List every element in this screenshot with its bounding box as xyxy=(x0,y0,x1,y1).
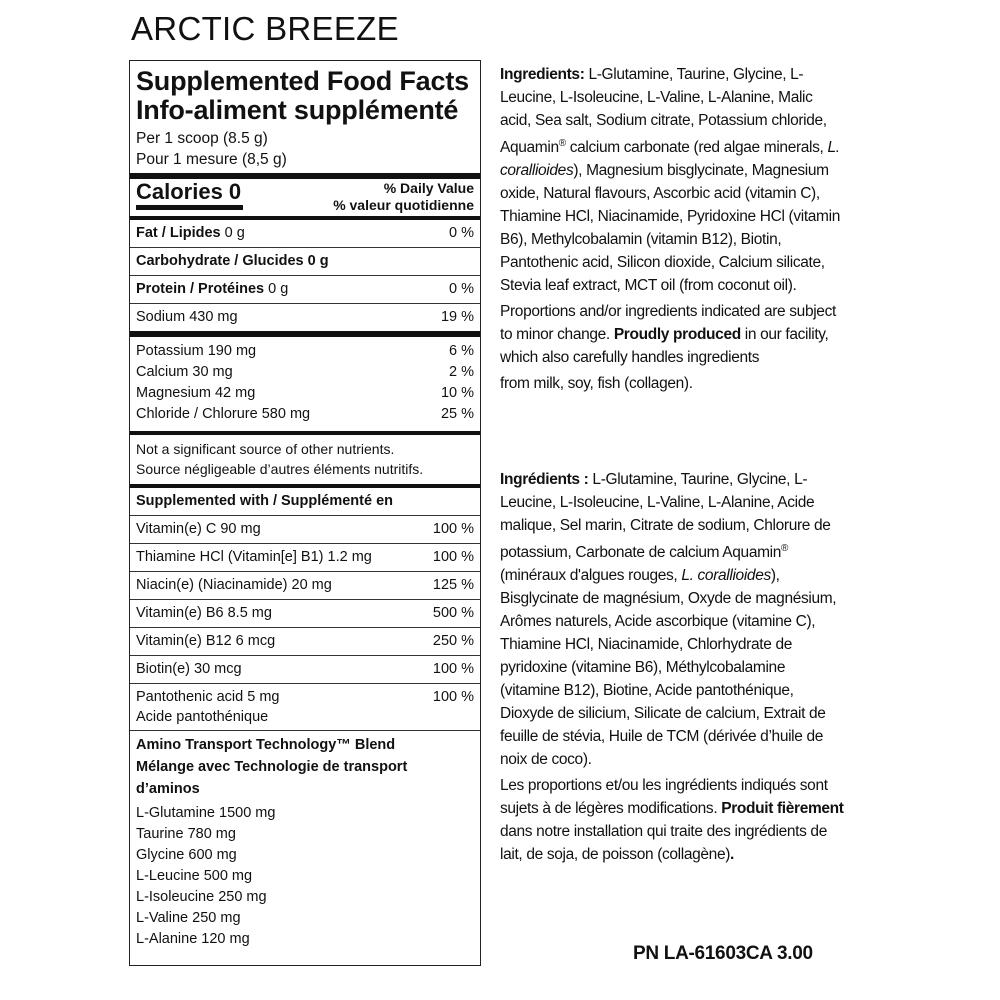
list-item: Chloride / Chlorure 580 mg 25 % xyxy=(136,406,474,422)
proportions-note-en: Proportions and/or ingredients indicated are subject to minor change. Proudly produced in our facility, which also carefully handles ingredients xyxy=(500,303,836,367)
facts-title-en: Supplemented Food Facts xyxy=(136,66,469,96)
list-item: Potassium 190 mg 6 % xyxy=(136,343,474,359)
supplemented-food-facts-panel xyxy=(129,60,481,966)
ingredients-fr xyxy=(500,468,845,869)
list-item: L-Glutamine 1500 mg xyxy=(136,805,276,821)
daily-value-header: % Daily Value % valeur quotidienne xyxy=(333,180,474,213)
minerals-block xyxy=(136,337,474,431)
calories-row xyxy=(136,179,474,216)
sodium-row: Sodium 430 mg 19 % xyxy=(136,309,474,325)
table-row: Biotin(e) 30 mcg 100 % xyxy=(136,661,474,677)
ingredients-en xyxy=(500,63,845,398)
serving-size-fr: Pour 1 mesure (8,5 g) xyxy=(136,151,287,168)
supplemented-with-header: Supplemented with / Supplémenté en xyxy=(136,493,393,509)
list-item: L-Isoleucine 250 mg xyxy=(136,889,267,905)
proportions-note-fr: Les proportions et/ou les ingrédients indiqués sont sujets à de légères modifications. Produit fièrement dans notre installation qui traite des ingrédients de lait, de soja, de poisson (collagène). xyxy=(500,777,844,864)
list-item: L-Leucine 500 mg xyxy=(136,868,253,884)
list-item: L-Valine 250 mg xyxy=(136,910,241,926)
list-item: Magnesium 42 mg 10 % xyxy=(136,385,474,401)
blend-list xyxy=(136,803,474,950)
table-row: Niacin(e) (Niacinamide) 20 mg 125 % xyxy=(136,577,474,593)
carbohydrate-row: Carbohydrate / Glucides 0 g xyxy=(136,253,329,269)
table-row: Thiamine HCl (Vitamin[e] B1) 1.2 mg 100 % xyxy=(136,549,474,565)
blend-header-fr: Mélange avec Technologie de transport d’aminos xyxy=(136,759,408,797)
nutrient-note: Not a significant source of other nutrients. Source négligeable d’autres éléments nutritifs. xyxy=(136,441,424,477)
serving-size-en: Per 1 scoop (8.5 g) xyxy=(136,130,268,147)
pantothenic-row: Pantothenic acid 5 mg Acide pantothénique 100 % xyxy=(136,689,474,725)
fat-row: Fat / Lipides 0 g 0 % xyxy=(136,225,474,241)
calories-underline xyxy=(136,205,243,210)
flavor-name: ARCTIC BREEZE xyxy=(131,10,399,47)
facts-title-fr: Info-aliment supplémenté xyxy=(136,95,459,125)
table-row: Vitamin(e) C 90 mg 100 % xyxy=(136,521,474,537)
part-number: PN LA-61603CA 3.00 xyxy=(633,943,813,964)
list-item: L-Alanine 120 mg xyxy=(136,931,250,947)
ingredients-list-fr: Ingrédients : L-Glutamine, Taurine, Glycine, L-Leucine, L-Isoleucine, L-Valine, L-Alanine, Acide malique, Sel marin, Citrate de sodium, Chlorure de potassium, Carbonate de calcium Aquamin® (minéraux d'algues rouges, L. corallioides), Bisglycinate de magnésium, Oxyde de magnésium, Arômes naturels, Acide ascorbique (vitamine C), Thiamine HCl, Niacinamide, Chlorhydrate de pyridoxine (vitamine B6), Méthylcobalamine (vitamine B12), Biotine, Acide pantothénique, Dioxyde de silicium, Silicate de calcium, Extrait de feuille de stévia, Huile de TCM (dérivée d’huile de noix de coco). xyxy=(500,471,837,769)
table-row: Vitamin(e) B6 8.5 mg 500 % xyxy=(136,605,474,621)
list-item: Glycine 600 mg xyxy=(136,847,237,863)
calories-label: Calories 0 xyxy=(136,179,241,205)
blend-header-en: Amino Transport Technology™ Blend xyxy=(136,737,396,753)
protein-row: Protein / Protéines 0 g 0 % xyxy=(136,281,474,297)
list-item: Calcium 30 mg 2 % xyxy=(136,364,474,380)
list-item: Taurine 780 mg xyxy=(136,826,236,842)
ingredients-list-en: Ingredients: L-Glutamine, Taurine, Glycine, L-Leucine, L-Isoleucine, L-Valine, L-Alanine, Malic acid, Sea salt, Sodium citrate, Potassium chloride, Aquamin® calcium carbonate (red algae minerals, L. corallioides), Magnesium bisglycinate, Magnesium oxide, Natural flavours, Ascorbic acid (vitamin C), Thiamine HCl, Niacinamide, Pyridoxine HCl (vitamin B6), Methylcobalamin (vitamin B12), Biotin, Pantothenic acid, Silicon dioxide, Calcium silicate, Stevia leaf extract, MCT oil (from coconut oil). xyxy=(500,66,840,295)
allergen-note-en: from milk, soy, fish (collagen). xyxy=(500,375,693,393)
table-row: Vitamin(e) B12 6 mcg 250 % xyxy=(136,633,474,649)
